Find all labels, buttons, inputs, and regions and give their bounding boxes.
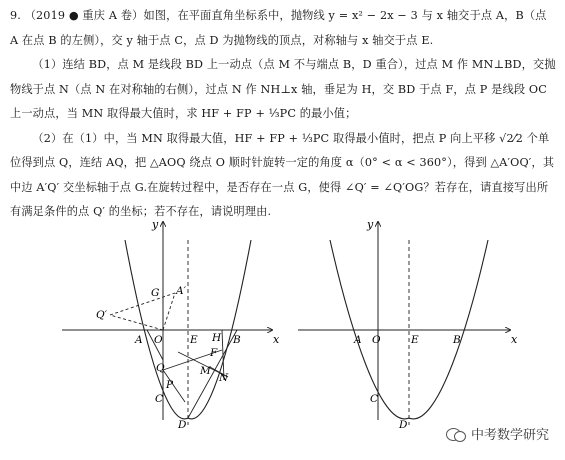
- segment-oa-prime: [163, 293, 175, 330]
- left-label-o: O: [154, 334, 163, 346]
- left-label-q-prime: Q′: [96, 309, 107, 321]
- right-label-a: A: [354, 334, 362, 346]
- left-label-h: H: [212, 332, 222, 344]
- left-label-d: D: [178, 419, 187, 431]
- left-label-b: B: [233, 334, 241, 346]
- problem-source: （2019 ● 重庆 A 卷）: [24, 9, 144, 22]
- right-figure: [298, 218, 518, 431]
- left-parabola: [125, 240, 251, 419]
- watermark: [446, 424, 549, 443]
- right-label-b: B: [453, 334, 461, 346]
- wechat-icon: [446, 426, 466, 442]
- problem-intro: 如图，在平面直角坐标系中，抛物线 y = x² − 2x − 3 与 x 轴交于点 A，B（点 A 在点 B 的左侧），交 y 轴于点 C，点 D 为抛物线的顶点，对称轴与 x 轴交于点 E.: [10, 9, 547, 47]
- right-y-axis-label: y: [367, 218, 374, 231]
- left-label-g: G: [151, 287, 160, 299]
- watermark-text: 中考数学研究: [471, 428, 550, 443]
- problem-number: 9.: [10, 9, 21, 22]
- right-label-c: C: [370, 393, 379, 405]
- problem-part-2: （2）在（1）中，当 MN 取得最大值，HF + FP + ⅓PC 取得最小值时，把点 P 向上平移 √2⁄2 个单位得到点 Q，连结 AQ，把 △AOQ 绕点 O 顺时针旋转一定的角度 α（0° < α < 360°），得到 △A′OQ′，其中边 A′Q′ 交坐标轴于点 G.在旋转过程中，是否存在一点 G，使得 ∠Q′ = ∠Q′OG？若存在，请直接写出所有满足条件的点 Q′ 的坐标；若不存在，请说明理由.: [10, 131, 555, 218]
- right-label-o: O: [372, 334, 381, 346]
- left-label-a-prime: A′: [176, 285, 186, 297]
- segment-a-prime-q-prime: [110, 293, 175, 315]
- left-figure: [62, 218, 280, 431]
- left-label-m: M: [200, 365, 211, 377]
- right-label-e: E: [411, 334, 419, 346]
- left-label-e: E: [190, 334, 198, 346]
- left-label-a: A: [135, 334, 143, 346]
- left-y-axis-label: y: [152, 218, 159, 231]
- left-label-f: F: [210, 347, 218, 359]
- right-label-d: D: [399, 419, 408, 431]
- problem-part-1: （1）连结 BD，点 M 是线段 BD 上一动点（点 M 不与端点 B，D 重合），过点 M 作 MN⊥BD，交抛物线于点 N（点 N 在对称轴的右侧），过点 N 作 NH⊥x 轴，垂足为 H，交 BD 于点 F，点 P 是线段 OC 上一动点，当 MN 取得最大值时，求 HF + FP + ⅓PC 的最小值；: [10, 58, 556, 120]
- left-label-c: C: [155, 393, 164, 405]
- left-label-p: P: [166, 379, 174, 391]
- right-x-axis-label: x: [511, 333, 518, 346]
- segment-oq-prime: [110, 315, 163, 330]
- right-parabola: [330, 240, 488, 419]
- left-label-n: N: [219, 372, 229, 384]
- left-x-axis-label: x: [273, 333, 280, 346]
- left-label-q: Q: [156, 362, 165, 374]
